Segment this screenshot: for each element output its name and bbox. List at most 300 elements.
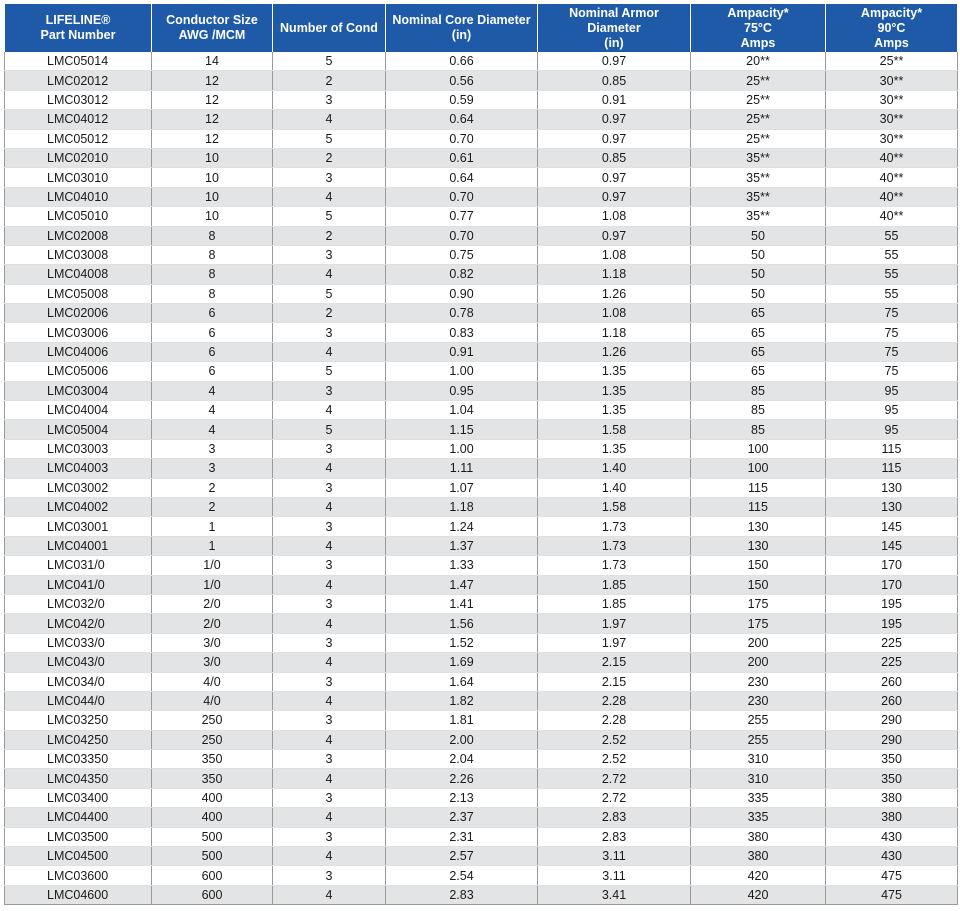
conductor-size-cell: 250	[152, 711, 273, 730]
ampacity-90c-cell: 260	[826, 691, 958, 710]
core-diameter-cell: 1.82	[386, 691, 538, 710]
part-number-cell: LMC03600	[5, 866, 152, 885]
ampacity-75c-cell: 65	[691, 342, 826, 361]
core-diameter-cell: 0.70	[386, 187, 538, 206]
core-diameter-cell: 1.37	[386, 536, 538, 555]
ampacity-75c-cell: 25**	[691, 110, 826, 129]
part-number-cell: LMC05004	[5, 420, 152, 439]
header-line: 90°C	[877, 20, 906, 35]
header-line: 75°C	[744, 20, 772, 35]
number-of-cond-cell: 3	[273, 788, 386, 807]
part-number-cell: LMC03001	[5, 517, 152, 536]
number-of-cond-cell: 4	[273, 885, 386, 904]
part-number-cell: LMC041/0	[5, 575, 152, 594]
conductor-size-cell: 2/0	[152, 614, 273, 633]
ampacity-90c-cell: 40**	[826, 148, 958, 167]
core-diameter-cell: 1.56	[386, 614, 538, 633]
conductor-size-cell: 12	[152, 71, 273, 90]
number-of-cond-cell: 2	[273, 226, 386, 245]
table-row	[5, 265, 958, 284]
ampacity-90c-cell: 225	[826, 633, 958, 652]
header-line: (in)	[604, 35, 624, 50]
ampacity-75c-cell: 420	[691, 866, 826, 885]
conductor-size-cell: 3/0	[152, 653, 273, 672]
number-of-cond-cell: 3	[273, 245, 386, 264]
header-ampacity-90c	[826, 4, 958, 52]
core-diameter-cell: 0.70	[386, 226, 538, 245]
core-diameter-cell: 2.04	[386, 750, 538, 769]
armor-diameter-cell: 2.83	[538, 827, 691, 846]
core-diameter-cell: 0.64	[386, 110, 538, 129]
table-row	[5, 323, 958, 342]
table-row	[5, 71, 958, 90]
armor-diameter-cell: 1.97	[538, 633, 691, 652]
armor-diameter-cell: 1.35	[538, 401, 691, 420]
core-diameter-cell: 1.18	[386, 497, 538, 516]
ampacity-75c-cell: 200	[691, 653, 826, 672]
table-row	[5, 245, 958, 264]
armor-diameter-cell: 1.40	[538, 478, 691, 497]
part-number-cell: LMC04350	[5, 769, 152, 788]
part-number-cell: LMC034/0	[5, 672, 152, 691]
conductor-size-cell: 6	[152, 362, 273, 381]
table-row	[5, 517, 958, 536]
armor-diameter-cell: 1.73	[538, 556, 691, 575]
conductor-size-cell: 2/0	[152, 594, 273, 613]
conductor-size-cell: 350	[152, 769, 273, 788]
number-of-cond-cell: 3	[273, 90, 386, 109]
part-number-cell: LMC04250	[5, 730, 152, 749]
ampacity-90c-cell: 75	[826, 304, 958, 323]
table-row	[5, 711, 958, 730]
ampacity-90c-cell: 225	[826, 653, 958, 672]
conductor-size-cell: 8	[152, 284, 273, 303]
part-number-cell: LMC03012	[5, 90, 152, 109]
ampacity-90c-cell: 25**	[826, 52, 958, 71]
table-row	[5, 362, 958, 381]
part-number-cell: LMC03010	[5, 168, 152, 187]
ampacity-75c-cell: 35**	[691, 207, 826, 226]
armor-diameter-cell: 1.35	[538, 381, 691, 400]
armor-diameter-cell: 3.11	[538, 847, 691, 866]
ampacity-90c-cell: 380	[826, 808, 958, 827]
table-row	[5, 187, 958, 206]
ampacity-90c-cell: 30**	[826, 129, 958, 148]
number-of-cond-cell: 4	[273, 536, 386, 555]
armor-diameter-cell: 2.15	[538, 653, 691, 672]
ampacity-75c-cell: 85	[691, 420, 826, 439]
armor-diameter-cell: 1.35	[538, 362, 691, 381]
number-of-cond-cell: 3	[273, 439, 386, 458]
conductor-size-cell: 12	[152, 90, 273, 109]
table-row	[5, 556, 958, 575]
conductor-size-cell: 10	[152, 207, 273, 226]
ampacity-90c-cell: 195	[826, 614, 958, 633]
table-row	[5, 342, 958, 361]
ampacity-75c-cell: 175	[691, 614, 826, 633]
core-diameter-cell: 1.11	[386, 459, 538, 478]
ampacity-90c-cell: 55	[826, 226, 958, 245]
part-number-cell: LMC033/0	[5, 633, 152, 652]
number-of-cond-cell: 2	[273, 71, 386, 90]
number-of-cond-cell: 5	[273, 207, 386, 226]
header-part-number	[5, 4, 152, 52]
part-number-cell: LMC04008	[5, 265, 152, 284]
core-diameter-cell: 1.00	[386, 362, 538, 381]
core-diameter-cell: 1.04	[386, 401, 538, 420]
part-number-cell: LMC03004	[5, 381, 152, 400]
number-of-cond-cell: 3	[273, 556, 386, 575]
conductor-size-cell: 12	[152, 110, 273, 129]
conductor-size-cell: 4	[152, 401, 273, 420]
ampacity-75c-cell: 255	[691, 711, 826, 730]
ampacity-90c-cell: 170	[826, 556, 958, 575]
armor-diameter-cell: 2.83	[538, 808, 691, 827]
conductor-size-cell: 1/0	[152, 575, 273, 594]
armor-diameter-cell: 2.52	[538, 730, 691, 749]
conductor-size-cell: 6	[152, 342, 273, 361]
armor-diameter-cell: 0.97	[538, 129, 691, 148]
number-of-cond-cell: 5	[273, 284, 386, 303]
part-number-cell: LMC03500	[5, 827, 152, 846]
table-row	[5, 439, 958, 458]
table-row	[5, 536, 958, 555]
conductor-size-cell: 2	[152, 497, 273, 516]
table-row	[5, 633, 958, 652]
ampacity-75c-cell: 85	[691, 381, 826, 400]
conductor-size-cell: 400	[152, 788, 273, 807]
number-of-cond-cell: 5	[273, 420, 386, 439]
armor-diameter-cell: 1.18	[538, 265, 691, 284]
armor-diameter-cell: 2.72	[538, 788, 691, 807]
ampacity-75c-cell: 100	[691, 439, 826, 458]
ampacity-90c-cell: 145	[826, 517, 958, 536]
number-of-cond-cell: 3	[273, 827, 386, 846]
number-of-cond-cell: 3	[273, 478, 386, 497]
armor-diameter-cell: 0.91	[538, 90, 691, 109]
armor-diameter-cell: 1.97	[538, 614, 691, 633]
ampacity-75c-cell: 25**	[691, 129, 826, 148]
table-row	[5, 750, 958, 769]
core-diameter-cell: 0.56	[386, 71, 538, 90]
table-row	[5, 575, 958, 594]
ampacity-90c-cell: 75	[826, 362, 958, 381]
core-diameter-cell: 0.90	[386, 284, 538, 303]
number-of-cond-cell: 4	[273, 614, 386, 633]
ampacity-75c-cell: 310	[691, 769, 826, 788]
header-line: Diameter	[587, 20, 641, 35]
conductor-size-cell: 14	[152, 52, 273, 71]
cable-spec-table	[4, 4, 958, 905]
number-of-cond-cell: 4	[273, 653, 386, 672]
armor-diameter-cell: 0.97	[538, 52, 691, 71]
conductor-size-cell: 250	[152, 730, 273, 749]
ampacity-90c-cell: 350	[826, 750, 958, 769]
table-row	[5, 788, 958, 807]
part-number-cell: LMC02008	[5, 226, 152, 245]
table-row	[5, 866, 958, 885]
ampacity-90c-cell: 290	[826, 730, 958, 749]
core-diameter-cell: 1.00	[386, 439, 538, 458]
ampacity-75c-cell: 50	[691, 245, 826, 264]
conductor-size-cell: 4	[152, 420, 273, 439]
conductor-size-cell: 4/0	[152, 691, 273, 710]
ampacity-90c-cell: 40**	[826, 187, 958, 206]
ampacity-90c-cell: 130	[826, 478, 958, 497]
header-line: Ampacity*	[727, 5, 789, 20]
ampacity-75c-cell: 175	[691, 594, 826, 613]
number-of-cond-cell: 5	[273, 129, 386, 148]
ampacity-75c-cell: 115	[691, 497, 826, 516]
number-of-cond-cell: 4	[273, 265, 386, 284]
number-of-cond-cell: 5	[273, 52, 386, 71]
armor-diameter-cell: 1.85	[538, 575, 691, 594]
ampacity-90c-cell: 55	[826, 284, 958, 303]
table-row	[5, 730, 958, 749]
number-of-cond-cell: 4	[273, 342, 386, 361]
armor-diameter-cell: 2.72	[538, 769, 691, 788]
cable-spec-table-container	[4, 4, 957, 905]
conductor-size-cell: 1	[152, 517, 273, 536]
ampacity-90c-cell: 290	[826, 711, 958, 730]
table-row	[5, 614, 958, 633]
conductor-size-cell: 2	[152, 478, 273, 497]
part-number-cell: LMC032/0	[5, 594, 152, 613]
number-of-cond-cell: 4	[273, 691, 386, 710]
table-row	[5, 381, 958, 400]
ampacity-90c-cell: 145	[826, 536, 958, 555]
conductor-size-cell: 8	[152, 265, 273, 284]
table-row	[5, 827, 958, 846]
core-diameter-cell: 0.75	[386, 245, 538, 264]
number-of-cond-cell: 4	[273, 401, 386, 420]
header-nominal-armor-diameter	[538, 4, 691, 52]
conductor-size-cell: 10	[152, 168, 273, 187]
core-diameter-cell: 2.57	[386, 847, 538, 866]
armor-diameter-cell: 1.08	[538, 245, 691, 264]
ampacity-75c-cell: 65	[691, 362, 826, 381]
number-of-cond-cell: 3	[273, 711, 386, 730]
core-diameter-cell: 0.59	[386, 90, 538, 109]
ampacity-90c-cell: 95	[826, 401, 958, 420]
armor-diameter-cell: 0.97	[538, 110, 691, 129]
table-row	[5, 129, 958, 148]
part-number-cell: LMC03006	[5, 323, 152, 342]
core-diameter-cell: 2.00	[386, 730, 538, 749]
ampacity-90c-cell: 40**	[826, 207, 958, 226]
core-diameter-cell: 0.95	[386, 381, 538, 400]
part-number-cell: LMC04010	[5, 187, 152, 206]
ampacity-90c-cell: 380	[826, 788, 958, 807]
ampacity-90c-cell: 75	[826, 342, 958, 361]
part-number-cell: LMC04012	[5, 110, 152, 129]
ampacity-90c-cell: 260	[826, 672, 958, 691]
ampacity-90c-cell: 75	[826, 323, 958, 342]
armor-diameter-cell: 0.97	[538, 187, 691, 206]
core-diameter-cell: 2.31	[386, 827, 538, 846]
number-of-cond-cell: 4	[273, 110, 386, 129]
ampacity-75c-cell: 25**	[691, 90, 826, 109]
ampacity-90c-cell: 30**	[826, 71, 958, 90]
ampacity-75c-cell: 255	[691, 730, 826, 749]
ampacity-75c-cell: 35**	[691, 168, 826, 187]
part-number-cell: LMC04500	[5, 847, 152, 866]
ampacity-90c-cell: 195	[826, 594, 958, 613]
ampacity-75c-cell: 115	[691, 478, 826, 497]
table-row	[5, 90, 958, 109]
part-number-cell: LMC03003	[5, 439, 152, 458]
armor-diameter-cell: 1.26	[538, 284, 691, 303]
part-number-cell: LMC03350	[5, 750, 152, 769]
ampacity-90c-cell: 30**	[826, 90, 958, 109]
ampacity-90c-cell: 95	[826, 381, 958, 400]
conductor-size-cell: 6	[152, 304, 273, 323]
table-row	[5, 769, 958, 788]
core-diameter-cell: 1.33	[386, 556, 538, 575]
part-number-cell: LMC042/0	[5, 614, 152, 633]
ampacity-90c-cell: 430	[826, 827, 958, 846]
core-diameter-cell: 1.15	[386, 420, 538, 439]
armor-diameter-cell: 0.97	[538, 226, 691, 245]
core-diameter-cell: 0.91	[386, 342, 538, 361]
ampacity-75c-cell: 50	[691, 284, 826, 303]
conductor-size-cell: 1	[152, 536, 273, 555]
header-row	[5, 4, 958, 52]
core-diameter-cell: 1.52	[386, 633, 538, 652]
core-diameter-cell: 0.70	[386, 129, 538, 148]
part-number-cell: LMC03250	[5, 711, 152, 730]
ampacity-75c-cell: 150	[691, 575, 826, 594]
armor-diameter-cell: 0.85	[538, 71, 691, 90]
number-of-cond-cell: 4	[273, 730, 386, 749]
ampacity-75c-cell: 35**	[691, 187, 826, 206]
part-number-cell: LMC04006	[5, 342, 152, 361]
part-number-cell: LMC04003	[5, 459, 152, 478]
table-row	[5, 672, 958, 691]
number-of-cond-cell: 3	[273, 672, 386, 691]
conductor-size-cell: 3	[152, 459, 273, 478]
part-number-cell: LMC05012	[5, 129, 152, 148]
armor-diameter-cell: 2.15	[538, 672, 691, 691]
conductor-size-cell: 500	[152, 847, 273, 866]
conductor-size-cell: 8	[152, 245, 273, 264]
number-of-cond-cell: 3	[273, 633, 386, 652]
ampacity-75c-cell: 335	[691, 808, 826, 827]
conductor-size-cell: 500	[152, 827, 273, 846]
ampacity-75c-cell: 335	[691, 788, 826, 807]
ampacity-75c-cell: 65	[691, 323, 826, 342]
part-number-cell: LMC03002	[5, 478, 152, 497]
number-of-cond-cell: 4	[273, 187, 386, 206]
core-diameter-cell: 1.81	[386, 711, 538, 730]
ampacity-75c-cell: 150	[691, 556, 826, 575]
ampacity-75c-cell: 100	[691, 459, 826, 478]
header-line: Part Number	[40, 28, 116, 42]
core-diameter-cell: 1.24	[386, 517, 538, 536]
part-number-cell: LMC03400	[5, 788, 152, 807]
conductor-size-cell: 4/0	[152, 672, 273, 691]
armor-diameter-cell: 3.41	[538, 885, 691, 904]
armor-diameter-cell: 1.73	[538, 536, 691, 555]
table-row	[5, 401, 958, 420]
conductor-size-cell: 6	[152, 323, 273, 342]
ampacity-90c-cell: 55	[826, 265, 958, 284]
table-row	[5, 478, 958, 497]
header-line: Amps	[740, 35, 776, 50]
header-number-of-cond	[273, 4, 386, 52]
ampacity-75c-cell: 85	[691, 401, 826, 420]
ampacity-90c-cell: 475	[826, 885, 958, 904]
ampacity-90c-cell: 170	[826, 575, 958, 594]
table-row	[5, 420, 958, 439]
armor-diameter-cell: 1.58	[538, 420, 691, 439]
number-of-cond-cell: 4	[273, 808, 386, 827]
table-row	[5, 168, 958, 187]
conductor-size-cell: 600	[152, 885, 273, 904]
table-row	[5, 497, 958, 516]
table-row	[5, 110, 958, 129]
number-of-cond-cell: 4	[273, 769, 386, 788]
armor-diameter-cell: 1.40	[538, 459, 691, 478]
conductor-size-cell: 12	[152, 129, 273, 148]
core-diameter-cell: 2.83	[386, 885, 538, 904]
part-number-cell: LMC02010	[5, 148, 152, 167]
ampacity-75c-cell: 35**	[691, 148, 826, 167]
ampacity-90c-cell: 115	[826, 459, 958, 478]
core-diameter-cell: 1.07	[386, 478, 538, 497]
part-number-cell: LMC05010	[5, 207, 152, 226]
number-of-cond-cell: 2	[273, 304, 386, 323]
header-line: Ampacity*	[860, 5, 923, 20]
core-diameter-cell: 2.13	[386, 788, 538, 807]
table-row	[5, 284, 958, 303]
header-line: LIFELINE®	[45, 13, 111, 27]
conductor-size-cell: 4	[152, 381, 273, 400]
table-row	[5, 594, 958, 613]
armor-diameter-cell: 1.35	[538, 439, 691, 458]
core-diameter-cell: 0.77	[386, 207, 538, 226]
core-diameter-cell: 1.64	[386, 672, 538, 691]
ampacity-75c-cell: 380	[691, 847, 826, 866]
ampacity-75c-cell: 200	[691, 633, 826, 652]
ampacity-75c-cell: 25**	[691, 71, 826, 90]
number-of-cond-cell: 3	[273, 750, 386, 769]
number-of-cond-cell: 3	[273, 168, 386, 187]
ampacity-75c-cell: 50	[691, 226, 826, 245]
ampacity-75c-cell: 380	[691, 827, 826, 846]
conductor-size-cell: 10	[152, 148, 273, 167]
table-body	[5, 52, 958, 905]
number-of-cond-cell: 3	[273, 594, 386, 613]
table-row	[5, 653, 958, 672]
core-diameter-cell: 1.69	[386, 653, 538, 672]
header-line: Conductor Size	[166, 13, 258, 27]
core-diameter-cell: 0.83	[386, 323, 538, 342]
core-diameter-cell: 0.64	[386, 168, 538, 187]
table-row	[5, 207, 958, 226]
table-row	[5, 808, 958, 827]
armor-diameter-cell: 1.73	[538, 517, 691, 536]
ampacity-90c-cell: 40**	[826, 168, 958, 187]
table-row	[5, 885, 958, 904]
table-row	[5, 304, 958, 323]
part-number-cell: LMC04600	[5, 885, 152, 904]
part-number-cell: LMC03008	[5, 245, 152, 264]
ampacity-90c-cell: 430	[826, 847, 958, 866]
armor-diameter-cell: 1.08	[538, 304, 691, 323]
core-diameter-cell: 0.61	[386, 148, 538, 167]
core-diameter-cell: 0.66	[386, 52, 538, 71]
